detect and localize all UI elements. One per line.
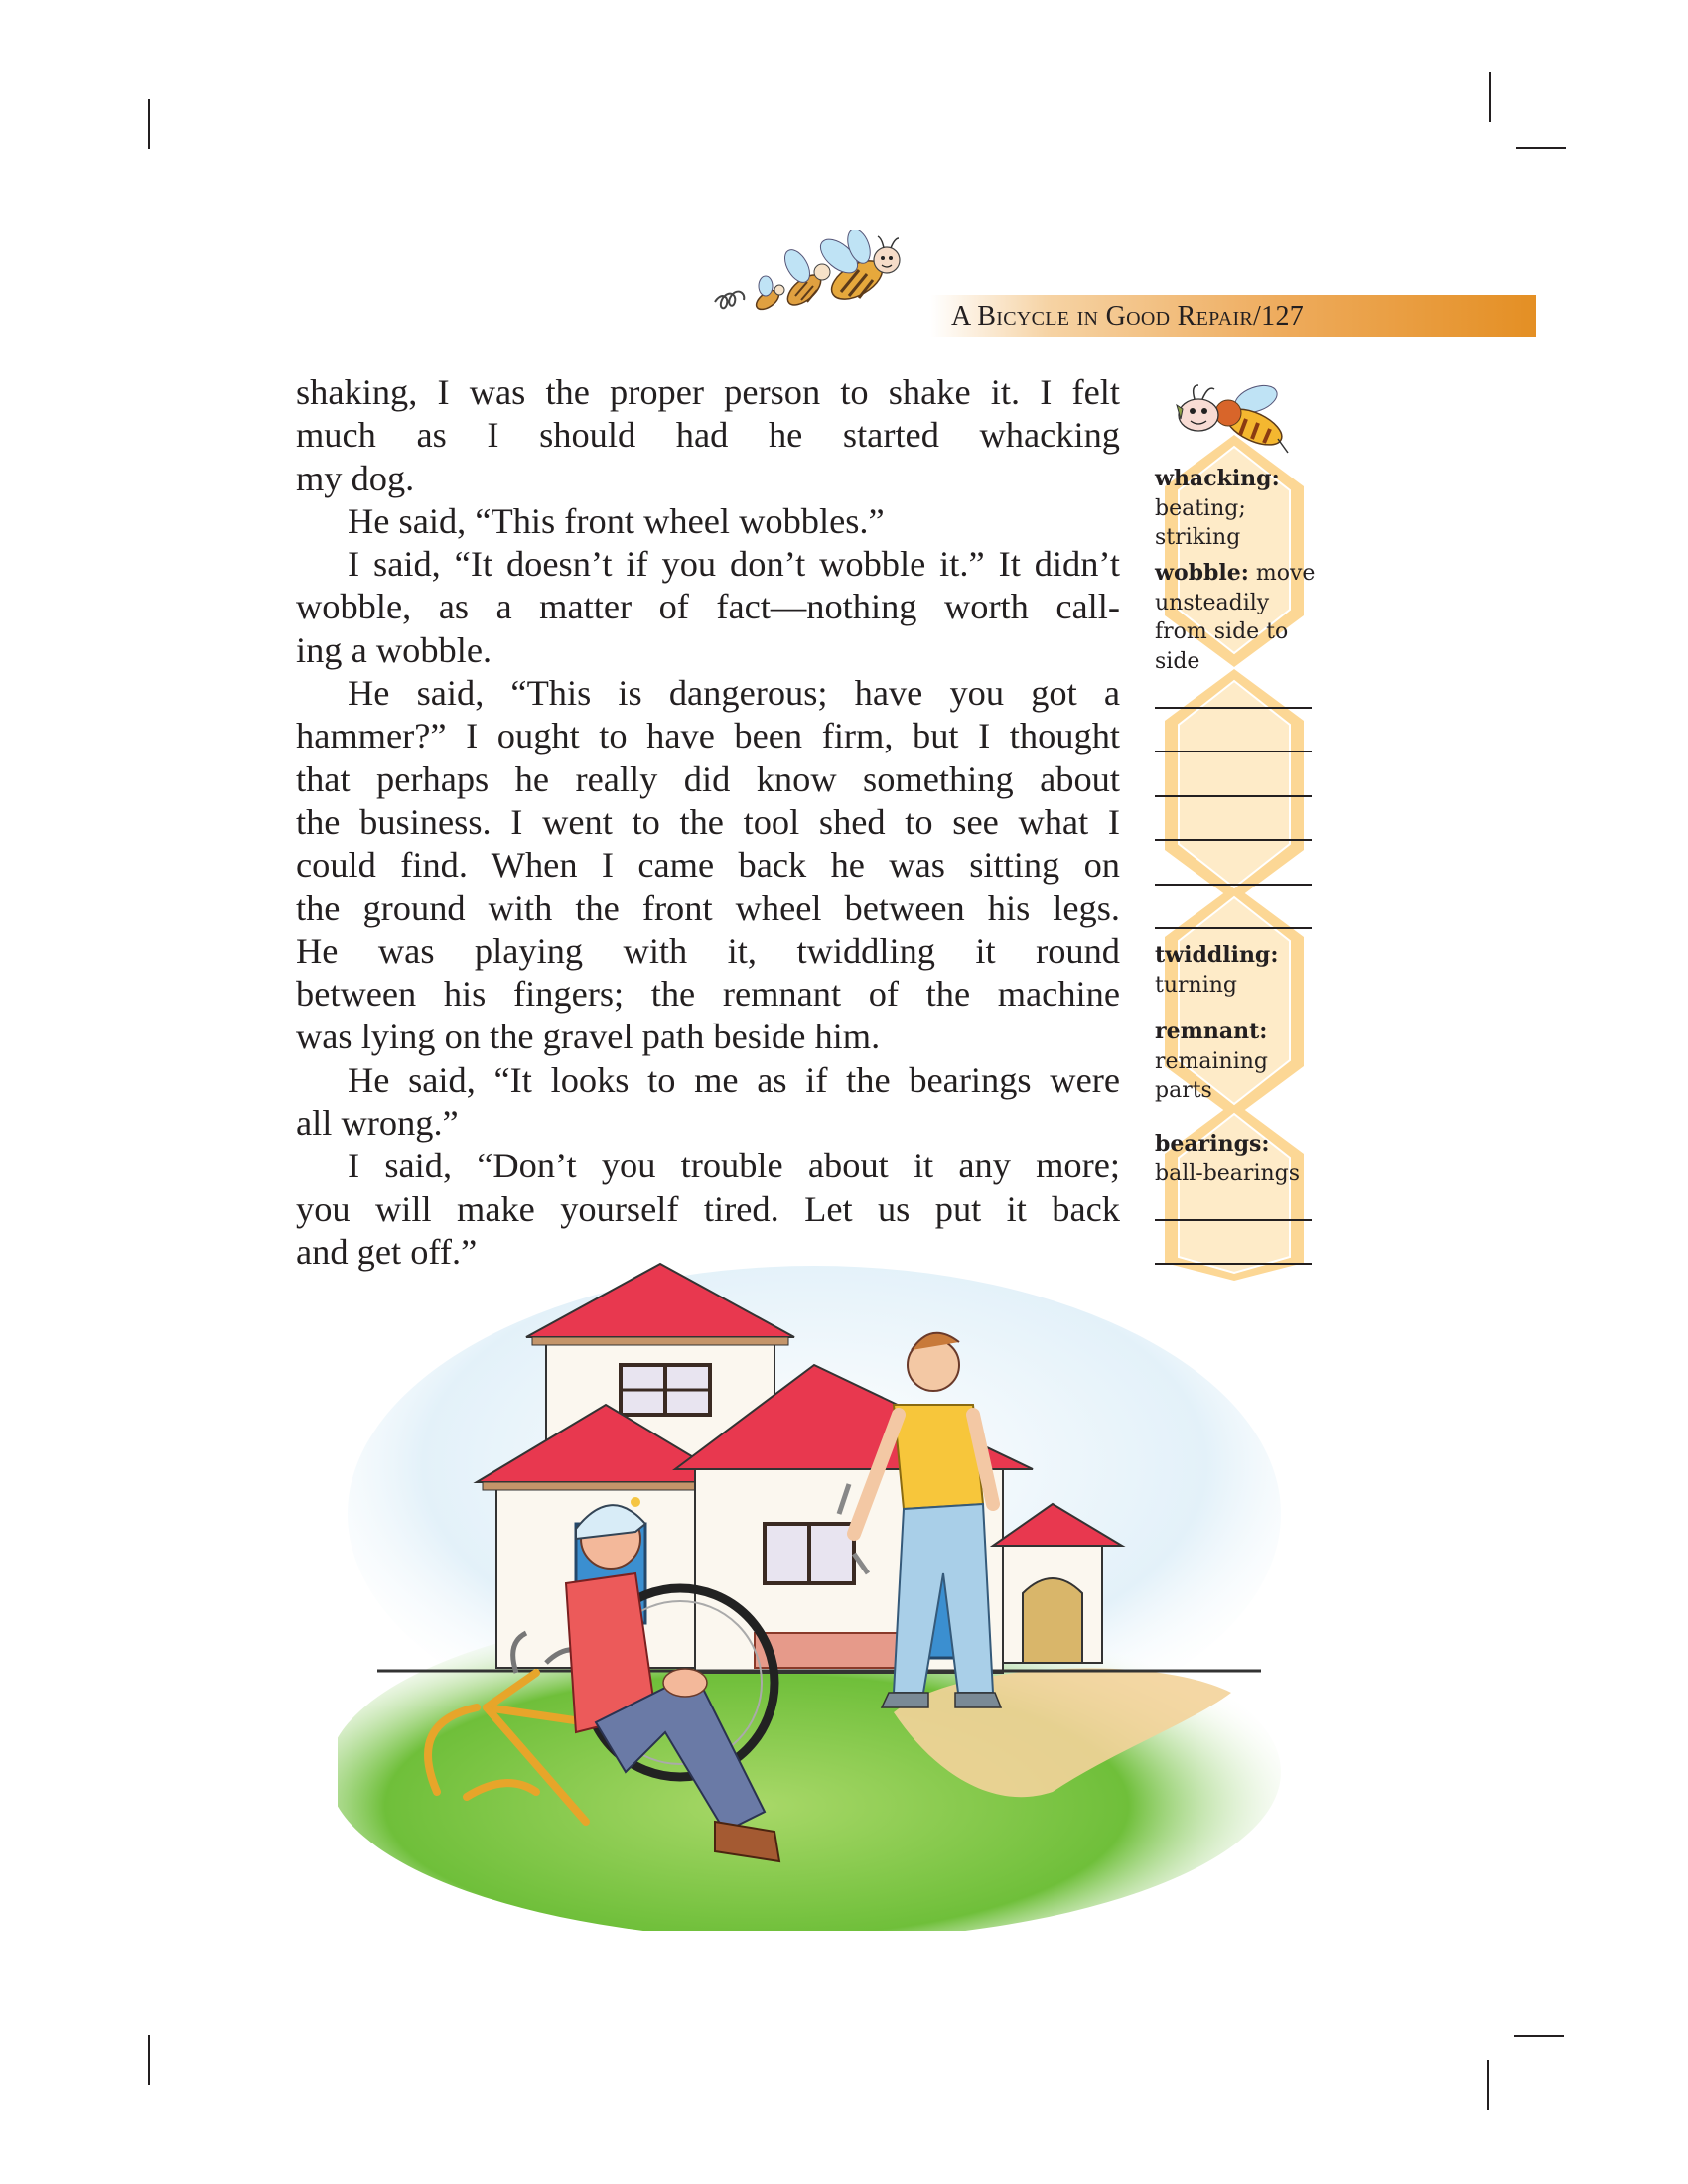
glossary-term: bearings: xyxy=(1155,1131,1270,1157)
bicycle-repair-illustration xyxy=(338,1256,1291,1931)
paragraph xyxy=(296,1059,1120,1146)
body-text xyxy=(296,371,1120,1274)
crop-mark-bottom-right-horizontal xyxy=(1514,2035,1564,2037)
glossary-definition: side xyxy=(1155,648,1200,674)
glossary-term: remnant: xyxy=(1155,1019,1268,1044)
page-number: 127 xyxy=(1261,301,1305,332)
glossary-blank-line xyxy=(1155,707,1312,709)
running-header-title xyxy=(951,295,1304,337)
glossary-definition: ball-bearings xyxy=(1155,1160,1301,1186)
text-line: He was playing with it, twiddling it round xyxy=(296,930,1120,971)
text-line: hammer?” I ought to have been firm, but I thought xyxy=(296,716,1120,756)
glossary-definition: turning xyxy=(1155,972,1237,998)
glossary-entry-twiddling xyxy=(1155,941,1334,1000)
text-line: He said, “It looks to me as if the bearings were xyxy=(348,1059,1120,1100)
paragraph xyxy=(296,371,1120,500)
header-separator: / xyxy=(1253,301,1262,332)
text-line: He said, “This front wheel wobbles.” xyxy=(348,500,885,541)
flying-bees-icon xyxy=(710,230,958,325)
paragraph xyxy=(296,543,1120,672)
text-line: the business. I went to the tool shed to see what I xyxy=(296,801,1120,842)
text-line: wobble, as a matter of fact—nothing worth call- xyxy=(296,587,1120,627)
text-line: I said, “Don’t you trouble about it any more; xyxy=(348,1146,1120,1186)
crop-mark-bottom-left xyxy=(148,2035,150,2085)
text-line: could find. When I came back he was sitting on xyxy=(296,845,1120,886)
glossary-entry-remnant xyxy=(1155,1018,1334,1106)
bee-mascot-icon xyxy=(1167,377,1296,462)
glossary-definition: from side to xyxy=(1155,619,1289,644)
crop-mark-top-left xyxy=(148,99,150,149)
text-line: all wrong.” xyxy=(296,1103,459,1144)
text-line: between his fingers; the remnant of the machine xyxy=(296,974,1120,1015)
glossary-blank-line xyxy=(1155,927,1312,929)
crop-mark-top-right-horizontal xyxy=(1516,147,1566,149)
text-line: the ground with the front wheel between his legs. xyxy=(296,887,1120,928)
text-line: shaking, I was the proper person to shake it. I felt xyxy=(296,372,1120,412)
glossary-definition: remaining xyxy=(1155,1048,1269,1074)
text-line: my dog. xyxy=(296,458,415,498)
text-line: much as I should had he started whacking xyxy=(296,415,1120,456)
crop-mark-top-right-vertical xyxy=(1489,72,1491,122)
chapter-title: A Bicycle in Good Repair xyxy=(951,301,1254,332)
glossary-definition: move xyxy=(1248,561,1316,586)
paragraph xyxy=(296,500,1120,543)
glossary-term: wobble: xyxy=(1155,560,1249,586)
glossary-entry-wobble xyxy=(1155,559,1334,676)
text-line: I said, “It doesn’t if you don’t wobble it.” It didn’t xyxy=(348,544,1120,585)
paragraph xyxy=(296,1145,1120,1274)
text-line: you will make yourself tired. Let us put it back xyxy=(296,1188,1120,1229)
crop-mark-bottom-right-vertical xyxy=(1487,2060,1489,2110)
glossary-term: whacking: xyxy=(1155,466,1280,491)
glossary-blank-line xyxy=(1155,751,1312,752)
glossary-entry-whacking xyxy=(1155,465,1334,553)
text-line: He said, “This is dangerous; have you got a xyxy=(348,673,1120,714)
glossary-blank-line xyxy=(1155,884,1312,886)
text-line: and get off.” xyxy=(296,1231,478,1272)
glossary-definition: striking xyxy=(1155,525,1241,550)
text-line: that perhaps he really did know something about xyxy=(296,758,1120,799)
glossary-blank-line xyxy=(1155,795,1312,797)
glossary-blank-line xyxy=(1155,839,1312,841)
glossary-blank-line xyxy=(1155,1219,1312,1221)
text-line: ing a wobble. xyxy=(296,629,492,670)
glossary-term: twiddling: xyxy=(1155,942,1279,968)
glossary-definition: beating; xyxy=(1155,495,1246,521)
glossary-entry-bearings xyxy=(1155,1130,1334,1188)
paragraph xyxy=(296,672,1120,1059)
glossary-definition: unsteadily xyxy=(1155,590,1270,615)
glossary-definition: parts xyxy=(1155,1078,1212,1103)
text-line: was lying on the gravel path beside him. xyxy=(296,1017,881,1057)
